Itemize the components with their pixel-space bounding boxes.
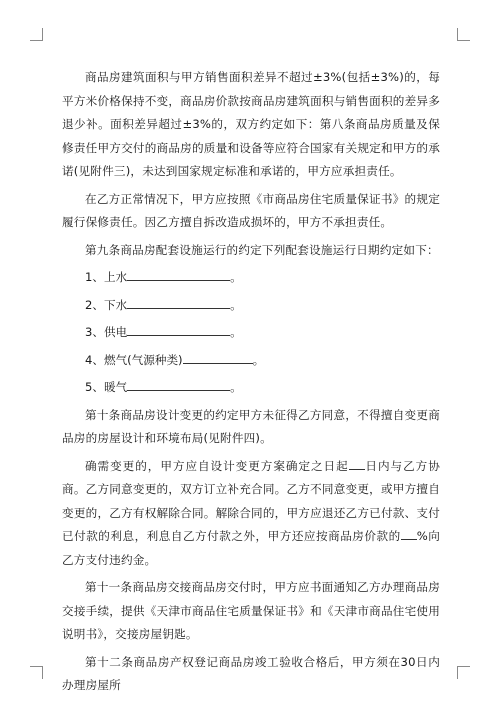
text-segment: %向乙方支付违约金。 [62, 529, 440, 567]
fill-blank [183, 362, 253, 364]
fill-blank [127, 389, 230, 391]
list-item-label: 3、供电 [85, 325, 128, 339]
fill-blank [127, 307, 230, 309]
crop-mark-bottom-left [30, 666, 43, 679]
list-item-end: 。 [252, 352, 265, 367]
crop-mark-bottom-right [457, 666, 470, 679]
text-segment: 确需变更的，甲方应自设计变更方案确定之日起 [85, 458, 349, 473]
list-item-end: 。 [230, 325, 242, 339]
list-item-end: 。 [230, 380, 242, 394]
fill-blank-percent [401, 538, 417, 540]
list-item-end: 。 [230, 297, 242, 312]
paragraph-design-change: 第十条商品房设计变更的约定甲方未征得乙方同意，不得擅自变更商品房的房屋设计和环境布局(见附件四)。 [62, 407, 440, 445]
paragraph-handover: 第十一条商品房交接商品房交付时，甲方应书面通知乙方办理商品房交接手续，提供《天津市商品住宅质量保证书》和《天津市商品住宅使用说明书》，交接房屋钥匙。 [62, 580, 440, 641]
fill-blank [127, 279, 230, 281]
list-item-label: 4、燃气(气源种类) [85, 352, 183, 367]
list-item-end: 。 [230, 270, 242, 284]
list-item-drain [62, 294, 440, 318]
crop-mark-top-right [457, 28, 470, 41]
list-item-label: 1、上水 [85, 270, 128, 284]
list-item-water [62, 266, 440, 290]
paragraph-change-negotiation [62, 455, 440, 573]
fill-blank-days [349, 468, 365, 470]
paragraph-area-difference: 商品房建筑面积与甲方销售面积差异不超过±3%(包括±3%)的，每平方米价格保持不变，商品房价款按商品房建筑面积与销售面积的差异多退少补。面积差异超过±3%的，双方约定如下：第八条商品房质量及保修责任甲方交付的商品房的质量和设备等应符合国家有关规定和甲方的承诺(见附件三)，未达到国家规定标准和承诺的，甲方应承担责任。 [62, 70, 440, 178]
crop-mark-top-left [30, 28, 43, 41]
list-item-heating [62, 376, 440, 400]
fill-blank [127, 334, 230, 336]
list-item-label: 5、暖气 [85, 380, 128, 394]
paragraph-registration: 第十二条商品房产权登记商品房竣工验收合格后，甲方须在30日内办理房屋所 [62, 654, 440, 692]
text-segment: 日内与乙方协商。乙方同意变更的，双方订立补充合同。乙方不同意变更，或甲方擅自变更的，乙方有权解除合同。解除合同的，甲方应退还乙方已付款、支付已付款的利息，利息自乙方付款之外，甲方还应按商品房价款的 [62, 458, 441, 543]
list-item-power [62, 321, 440, 345]
list-item-gas [62, 349, 440, 373]
document-body [62, 66, 440, 702]
list-item-label: 2、下水 [85, 297, 128, 312]
paragraph-facilities: 第九条商品房配套设施运行的约定下列配套设施运行日期约定如下： [85, 242, 439, 257]
paragraph-warranty: 在乙方正常情况下，甲方应按照《市商品房住宅质量保证书》的规定履行保修责任。因乙方擅自拆改造成损坏的，甲方不承担责任。 [62, 191, 440, 229]
